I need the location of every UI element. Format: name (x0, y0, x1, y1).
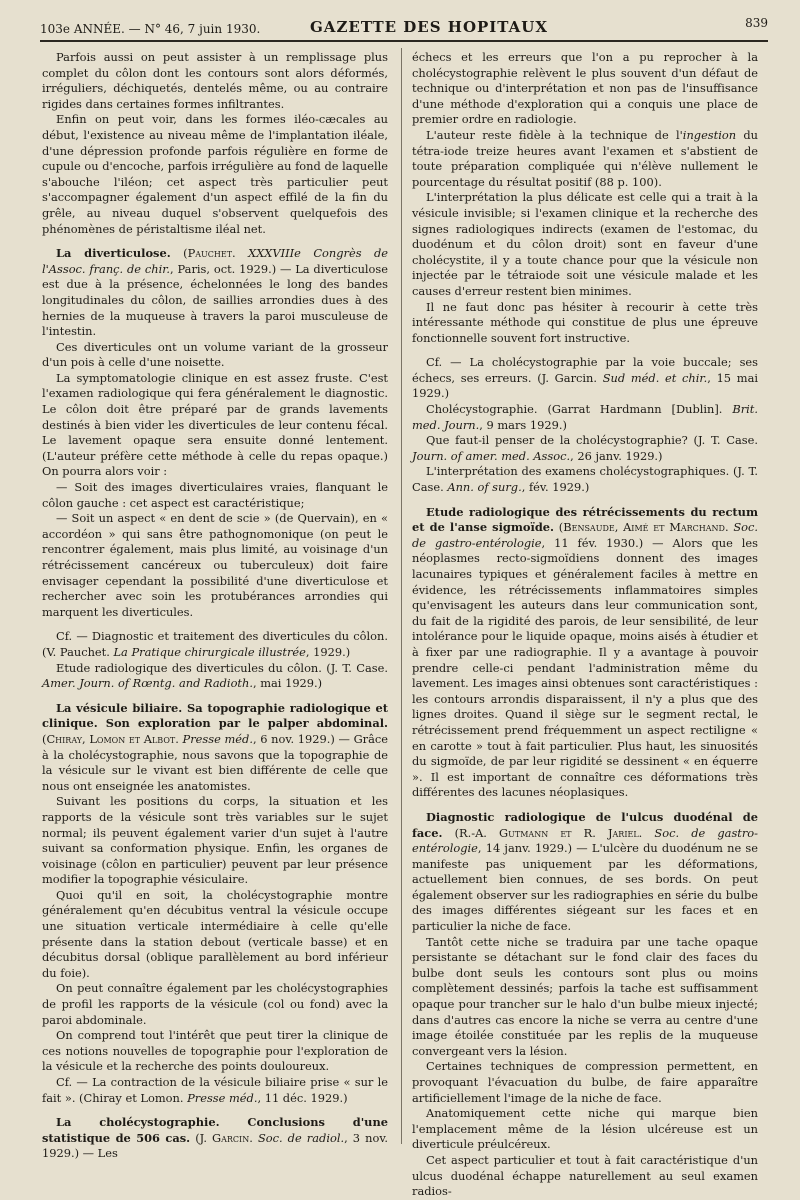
cf-source: Amer. Journ. of Rœntg. and Radioth. (42, 676, 253, 691)
paragraph: On peut connaître également par les cholécystographies de profil les rapports de la vésicule (col ou fond) avec la paroi abdominale. (42, 981, 388, 1027)
cf-date: , fév. 1929.) (521, 480, 590, 495)
reference-author: (Pauchet. (183, 246, 236, 261)
paragraph: Certaines techniques de compression permettent, en provoquant l'évacuation du bulbe, de faire apparaître artificiellement l'image de la niche de face. (412, 1059, 758, 1105)
emphasis: ingestion (682, 127, 737, 142)
abstract-heading (412, 810, 758, 935)
paragraph: La symptomatologie clinique en est assez fruste. C'est l'examen radiologique qui fera généralement le diagnostic. Le côlon doit être préparé par de grands lavements destinés à bien vider les diverticules de leur contenu fécal. Le lavement opaque sera ensuite donné lentement. (L'auteur préfère cette méthode à celle du repas opaque.) On pourra alors voir : (42, 370, 388, 479)
paragraph: Suivant les positions du corps, la situation et les rapports de la vésicule sont très variables sur le sujet normal; ils peuvent également varier d'un sujet à l'autre suivant sa conformation physique. Enfin, les organes de voisinage (côlon en particulier) peuvent par leur présence modifier la topographie vésiculaire. (42, 794, 388, 887)
cf-references (42, 629, 388, 691)
paragraph: L'ulcère du duodénum ne se manifeste pas uniquement par les déformations, actuellement bien connues, de ses bords. On peut également observer sur les radiographies en série du bulbe des images différentes siégeant sur les faces et en particulier la niche de face. (412, 841, 758, 934)
cf-reference (412, 433, 758, 464)
paragraph: Grâce à la cholécystographie, nous savons que la topographie de la vésicule sur le vivant est bien différente de celle que nous ont enseignée les anatomistes. (42, 731, 389, 793)
reference-source: Soc. de gastro-entérologie (412, 520, 759, 550)
abstract-title: La diverticulose. (56, 246, 171, 261)
cf-reference (412, 464, 758, 495)
paragraph: — Soit des images diverticulaires vraies, flanquant le côlon gauche : cet aspect est caractéristique; (42, 480, 388, 510)
paragraph: Il ne faut donc pas hésiter à recourir à cette très intéressante méthode qui constitue de plus une épreuve fonctionnelle souvent fort instructive. (412, 299, 758, 345)
reference-source: Soc. de radiol. (257, 1130, 345, 1145)
right-column (412, 50, 759, 1199)
cf-source: Brit. med. Journ. (412, 402, 758, 432)
cf-date: , mai 1929.) (252, 676, 323, 691)
abstract-heading (42, 701, 388, 795)
abstract-heading (412, 505, 758, 801)
paragraph: La diverticulose est due à la présence, échelonnées le long des bandes longitudinales du côlon, de saillies arrondies dues à des hernies de la muqueuse à travers la paroi musculeuse de l'intestin. (42, 261, 389, 339)
cf-text: Etude radiologique des diverticules du côlon. (J. T. Case. (56, 660, 388, 675)
abstract-heading (42, 246, 388, 340)
abstract-diverticulose (42, 246, 388, 620)
cf-text: Que faut-il penser de la cholécystographie? (J. T. Case. (426, 433, 758, 448)
paragraph: échecs et les erreurs que l'on a pu reprocher à la cholécystographie relèvent le plus souvent d'un défaut de technique ou d'interprétation et non pas de l'insuffisance d'une méthode d'exploration qui a conquis une place de premier ordre en radiologie. (412, 50, 758, 127)
cf-text: Cf. — La contraction de la vésicule biliaire prise « sur le fait ». (Chiray et Lomon. (42, 1075, 388, 1105)
reference-date: , 14 janv. 1929.) — (477, 841, 588, 856)
abstract-heading (42, 1115, 388, 1162)
paragraph: L'interprétation la plus délicate est celle qui a trait à la vésicule invisible; si l'examen clinique et la recherche des signes radiologiques indirects (examen de l'estomac, du duodénum et du côlon droit) sont en faveur d'une cholécystite, il y a toute chance pour que la vésicule non injectée par le tétraiode soit une vésicule malade et les causes d'erreur restent bien minimes. (412, 190, 758, 298)
journal-title: GAZETTE DES HOPITAUX (310, 18, 549, 36)
paragraph: Quoi qu'il en soit, la cholécystographie montre généralement qu'en décubitus ventral la vésicule occupe une situation verticale intermédiaire à celle qu'elle présente dans la station debout (verticale basse) et en décubitus dorsal (oblique parallèlement au bord inférieur du foie). (42, 887, 388, 980)
abstract-retrecissements (412, 505, 758, 801)
abstract-title: Etude radiologique des rétrécissements du rectum et de l'anse sigmoïde. (412, 504, 758, 535)
paragraph: Enfin on peut voir, dans les formes iléo-cæcales au début, l'existence au niveau même de l'implantation iléale, d'une dépression profonde parfois régulière en forme de cupule ou d'encoche, parfois irrégulière au fond de laquelle s'abouche l'iléon; cet aspect très particulier peut s'accompagner également d'un aspect effilé de la fin du grêle, au niveau duquel s'observent quelquefois des phénomènes de péristaltisme iléal net. (42, 112, 388, 236)
cf-source: Ann. of surg. (447, 480, 522, 495)
paragraph: Alors que les néoplasmes recto-sigmoïdiens donnent des images lacunaires typiques et généralement faciles à mettre en évidence, les rétrécissements inflammatoires simples qu'envisagent les auteurs dans leur communication sont, du fait de la rigidité des parois, de leur sensibilité, de leur intolérance pour le liquide opaque, moins aisés à étudier et à fixer par une radiographie. Il y a avantage à pouvoir prendre celle-ci pendant l'administration même du lavement. Les images ainsi obtenues sont caractéristiques : les contours arrondis disparaissent, il n'y a plus que des lignes droites. Quand il siège sur le segment rectal, le rétrécissement prend fréquemment un aspect rectiligne « en carotte » tout à fait particulier. Plus haut, les sinuosités du sigmoïde, de par leur rigidité se dessinent « en équerre ». Il est important de connaître ces déformations très différentes des lacunes néoplasiques. (412, 535, 758, 800)
continued-article (42, 50, 388, 237)
cf-text: Cholécystographie. (Garrat Hardmann [Dublin]. (426, 402, 723, 417)
cf-reference (412, 402, 758, 433)
cf-text: L'interprétation des examens cholécystographiques. (J. T. Case. (412, 464, 758, 495)
paragraph: On comprend tout l'intérêt que peut tirer la clinique de ces notions nouvelles de topographie pour l'exploration de la vésicule et la recherche des points douloureux. (42, 1028, 388, 1074)
column-divider (401, 48, 402, 1144)
abstract-vesicule (42, 701, 388, 1106)
reference-author: (J. Garcin. (195, 1130, 253, 1145)
paragraph: Anatomiquement cette niche qui marque bien l'emplacement même de la lésion ulcéreuse est un diverticule préulcéreux. (412, 1106, 758, 1152)
cf-source: Presse méd. (187, 1090, 258, 1105)
continued-article (412, 50, 758, 346)
cf-source: Journ. of amer. med. Assoc. (412, 448, 571, 463)
cf-date: , 26 janv. 1929.) (570, 448, 663, 463)
cf-reference (42, 629, 388, 660)
cf-source: Sud méd. et chir. (602, 370, 708, 385)
cf-reference (42, 1075, 388, 1106)
cf-text: Cf. — La cholécystographie par la voie buccale; ses échecs, ses erreurs. (J. Garcin. (412, 355, 758, 385)
reference-source: Presse méd. (182, 731, 253, 746)
reference-source: Soc. de gastro-entérologie (412, 825, 759, 856)
paragraph: — Soit un aspect « en dent de scie » (de Quervain), en « accordéon » qui sans être pathognomonique (on peut le rencontrer également, mais plus limité, au voisinage d'un rétrécissement cancéreux ou tuberculeux) doit faire envisager cependant la possibilité d'une diverticulose et rechercher avec soin les protubérances arrondies qui marquent les diverticules. (42, 511, 388, 619)
reference-author: (Bensaude, Aimé et Marchand. (558, 520, 729, 535)
cf-text: Cf. — Diagnostic et traitement des diverticules du côlon. (V. Pauchet. (42, 629, 388, 659)
issue-info: 103e ANNÉE. — N° 46, 7 juin 1930. (40, 22, 261, 36)
abstract-ulcus-duodenal (412, 810, 758, 1200)
cf-source: La Pratique chirurgicale illustrée (113, 644, 306, 659)
reference-date: , 11 fév. 1930.) — (541, 535, 664, 550)
abstract-title: La cholécystographie. Conclusions d'une statistique de 506 cas. (42, 1115, 388, 1145)
abstract-title: La vésicule biliaire. Sa topographie radiologique et clinique. Son exploration par le palper abdominal. (42, 700, 388, 731)
paragraph: Tantôt cette niche se traduira par une tache opaque persistante se détachant sur le fond clair des faces du bulbe dont seuls les contours sont plus ou moins complètement dessinés; parfois la tache est suffisamment opaque pour trancher sur le halo d'un bulbe mieux injecté; dans d'autres cas encore la niche se verra au centre d'une image étoilée constituée par les replis de la muqueuse convergeant vers la lésion. (412, 934, 758, 1058)
page-header (40, 14, 768, 42)
reference-source: XXXVIIIe Congrès de l'Assoc. franç. de chir. (42, 246, 389, 276)
page-number: 839 (745, 16, 768, 30)
text-run: L'auteur reste fidèle à la technique de l' (426, 127, 683, 142)
text-run: du tétra-iode treize heures avant l'examen et s'abstient de toute préparation compliquée qui n'élève nullement le pourcentage du résultat positif (88 p. 100). (412, 127, 759, 189)
cf-date: , 15 mai 1929.) (412, 370, 759, 401)
cf-reference (42, 661, 388, 692)
cf-date: , 9 mars 1929.) (479, 417, 567, 432)
paragraph (412, 128, 758, 190)
reference-date: , 3 nov. 1929.) — Les (42, 1130, 389, 1161)
abstract-title: Diagnostic radiologique de l'ulcus duodénal de face. (412, 809, 758, 840)
cf-date: , 11 déc. 1929.) (257, 1090, 348, 1105)
paragraph: Parfois aussi on peut assister à un remplissage plus complet du côlon dont les contours sont alors déformés, irréguliers, déchiquetés, dentelés même, ou au contraire rigides dans certaines formes infiltrantes. (42, 50, 388, 111)
reference-date: , 6 nov. 1929.) — (252, 731, 350, 746)
left-column (42, 50, 389, 1161)
abstract-cholecystographie (42, 1115, 388, 1162)
cf-date: , 1929.) (305, 644, 351, 659)
reference-date: , Paris, oct. 1929.) — (170, 261, 292, 276)
paragraph: Ces diverticules ont un volume variant de la grosseur d'un pois à celle d'une noisette. (42, 339, 388, 370)
cf-references (412, 355, 758, 495)
paragraph: Cet aspect particulier et tout à fait caractéristique d'un ulcus duodénal échappe naturellement au seul examen radios- (412, 1152, 758, 1199)
cf-reference (412, 355, 758, 402)
reference-author: (R.-A. Gutmann et R. Jariel. (454, 825, 643, 840)
reference-author: (Chiray, Lomon et Albot. (42, 731, 179, 746)
